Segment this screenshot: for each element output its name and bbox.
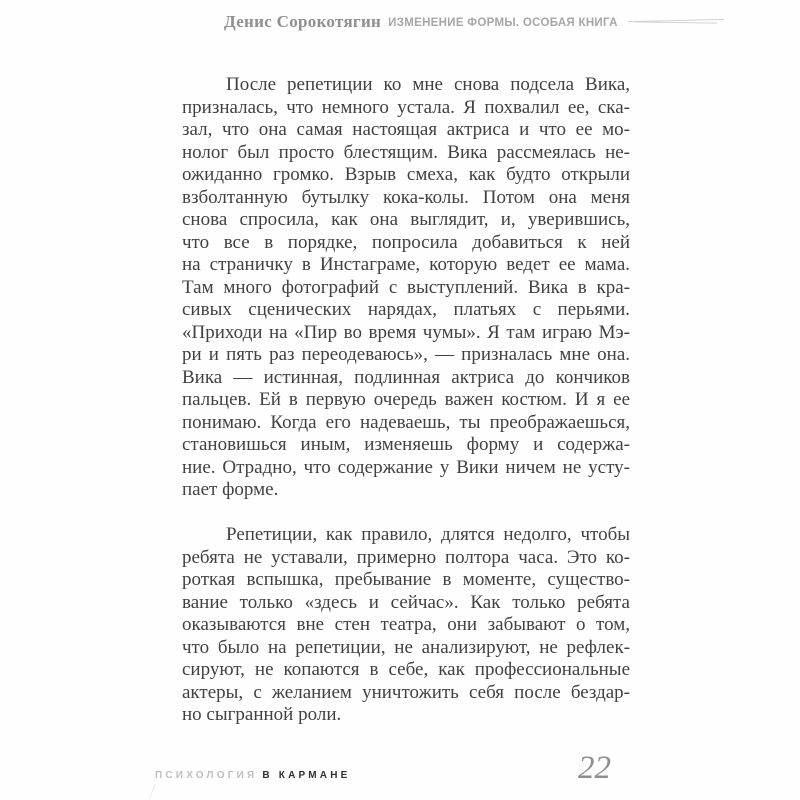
text-line: что было на репетиции, не анализируют, не рефлек- bbox=[182, 636, 630, 658]
text-line: пает форме. bbox=[182, 479, 279, 500]
text-line: на страничку в Инстаграме, которую ведет ее мама. bbox=[182, 254, 630, 275]
book-title: ИЗМЕНЕНИЕ ФОРМЫ. ОСОБАЯ КНИГА bbox=[388, 17, 618, 29]
text-line: понимаю. Когда его надеваешь, ты преображаешься, bbox=[182, 411, 630, 433]
paragraph-1 bbox=[182, 74, 630, 502]
text-line: снова спросила, как она выглядит, и, уверившись, bbox=[182, 209, 630, 230]
text-line: призналась, что немного устала. Я похвалил ее, ска- bbox=[182, 96, 630, 118]
text-line: становишься иным, изменяешь форму и содержа- bbox=[182, 434, 630, 455]
text-line: После репетиции ко мне снова подсела Вика, bbox=[226, 74, 630, 95]
text-line: сивых сценических нарядах, платьях с перьями. bbox=[182, 299, 630, 320]
text-line: Там много фотографий с выступлений. Вика в кра- bbox=[182, 276, 630, 298]
header-underline-mark bbox=[628, 17, 724, 25]
page-text bbox=[182, 74, 630, 727]
text-line: Вика — истинная, подлинная актриса до кончиков bbox=[182, 366, 630, 388]
text-line: зал, что она самая настоящая актриса и что ее мо- bbox=[182, 119, 630, 140]
series-label-light: ПСИХОЛОГИЯ bbox=[155, 770, 258, 781]
text-line: что все в порядке, попросила добавиться к ней bbox=[182, 231, 630, 253]
text-line: Репетиции, как правило, длятся недолго, чтобы bbox=[226, 524, 630, 545]
series-label-bold: В КАРМАНЕ bbox=[262, 770, 351, 781]
page-number: 22 bbox=[578, 750, 611, 786]
text-line: но сыгранной роли. bbox=[182, 704, 342, 725]
text-line: сируют, не копаются в себе, как профессиональные bbox=[182, 659, 630, 680]
text-line: вание только «здесь и сейчас». Как только ребята bbox=[182, 591, 630, 613]
text-line: ожиданно громко. Взрыв смеха, как будто открыли bbox=[182, 164, 630, 185]
author-name: Денис Сорокотягин bbox=[224, 12, 382, 31]
text-line: ри и пять раз переодеваюсь», — призналась мне она. bbox=[182, 344, 630, 365]
text-line: нолог был просто блестящим. Вика рассмеялась не- bbox=[182, 141, 630, 163]
text-line: роткая вспышка, пребывание в моменте, существо- bbox=[182, 569, 630, 590]
text-line: пальцев. Ей в первую очередь важен костюм. И я ее bbox=[182, 389, 630, 410]
series-label bbox=[155, 770, 351, 781]
text-line: «Приходи на «Пир во время чумы». Я там играю Мэ- bbox=[182, 321, 630, 343]
running-header bbox=[224, 13, 724, 32]
paragraph-2 bbox=[182, 524, 630, 727]
text-line: взболтанную бутылку кока-колы. Потом она меня bbox=[182, 186, 630, 208]
page-crease-line bbox=[145, 784, 156, 800]
text-line: ребята не уставали, примерно полтора часа. Это ко- bbox=[182, 546, 630, 568]
text-line: актеры, с желанием уничтожить себя после бездар- bbox=[182, 681, 630, 703]
text-line: оказываются вне стен театра, они забывают о том, bbox=[182, 614, 630, 635]
text-line: ние. Отрадно, что содержание у Вики ничем не усту- bbox=[182, 456, 630, 478]
